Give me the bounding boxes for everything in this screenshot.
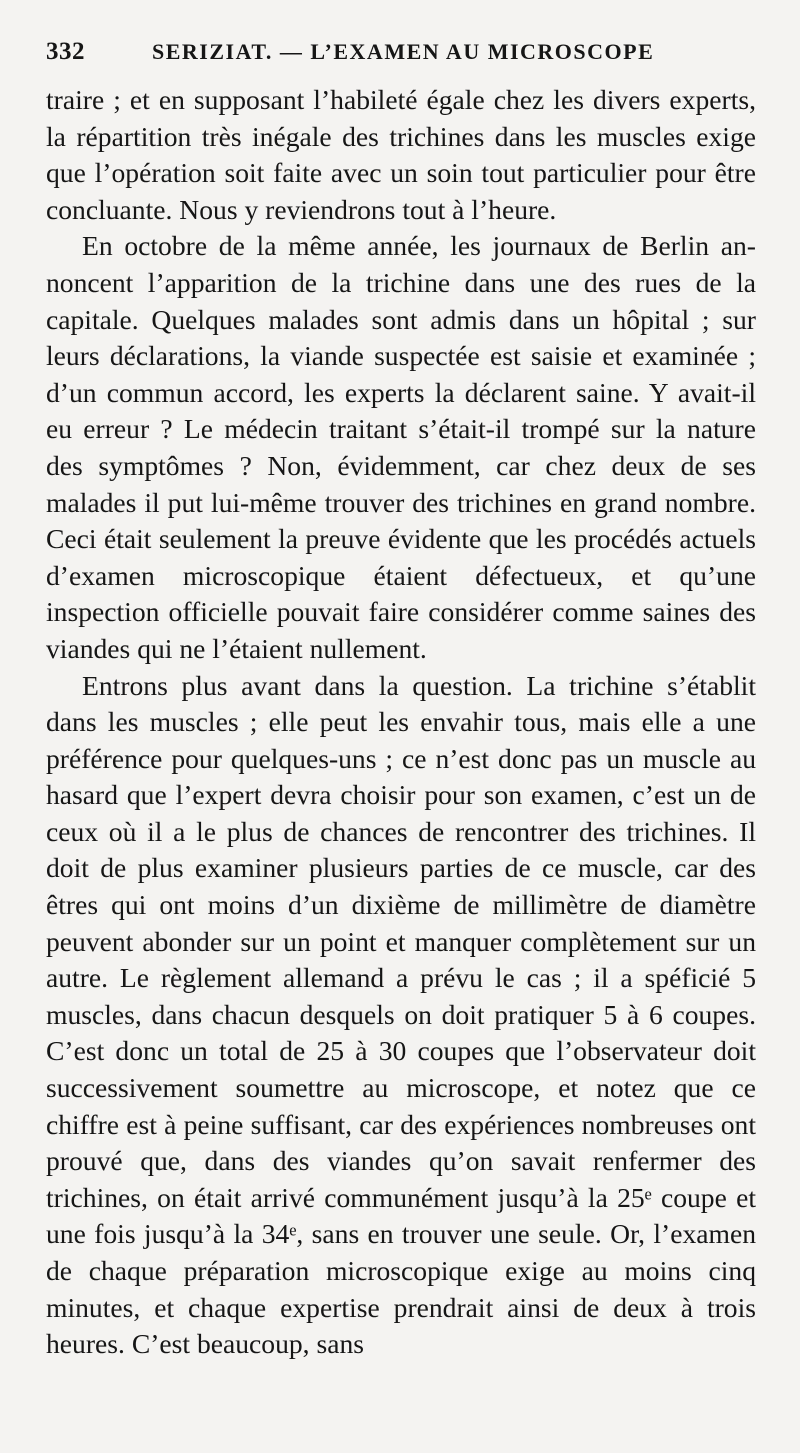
paragraph-berlin-outbreak: En octobre de la même année, les journaux de Berlin annoncent l’apparition de la trichine dans une des rues de la capitale. Quelques malades sont admis dans un hôpital ; sur leurs déclarations, la viande suspectée est saisie et examinée ; d’un commun accord, les experts la déclarent saine. Y avait-il eu erreur ? Le médecin traitant s’était-il trompé sur la nature des symptômes ? Non, évidemment, car chez deux de ses malades il put lui-même trouver des trichines en grand nombre. Ceci était seulement la preuve évidente que les procédés actuels d’examen microscopique étaient défectueux, et qu’une inspection officielle pouvait faire considérer comme saines des viandes qui ne l’étaient nullement.: [46, 230, 756, 664]
page-number: 332: [46, 38, 85, 65]
running-title: SERIZIAT. — L’EXAMEN AU MICROSCOPE: [152, 39, 655, 64]
running-head: [46, 38, 756, 80]
paragraph-continuation: traire ; et en supposant l’habileté égale chez les divers experts, la répartition très inégale des trichines dans les muscles exige que l’opération soit faite avec un soin tout particulier pour être concluante. Nous y reviendrons tout à l’heure.: [46, 84, 756, 225]
paragraph-examination-procedure: Entrons plus avant dans la question. La trichine s’établit dans les muscles ; elle peut les envahir tous, mais elle a une préférence pour quelques-uns ; ce n’est donc pas un muscle au hasard que l’expert devra choisir pour son examen, c’est un de ceux où il a le plus de chances de rencontrer des trichines. Il doit de plus examiner plusieurs parties de ce muscle, car des êtres qui ont moins d’un dixième de millimètre de diamètre peuvent abonder sur un point et manquer complètement sur un autre. Le règlement allemand a prévu le cas ; il a spéficié 5 muscles, dans chacun desquels on doit pratiquer 5 à 6 coupes. C’est donc un total de 25 à 30 coupes que l’observateur doit successivement soumettre au microscope, et notez que ce chiffre est à peine suffisant, car des expériences nombreuses ont prouvé que, dans des viandes qu’on savait renfermer des trichines, on était arrivé communément jusqu’à la 25ᵉ coupe et une fois jusqu’à la 34ᵉ, sans en trouver une seule. Or, l’examen de chaque préparation microscopique exige au moins cinq minutes, et chaque expertise prendrait ainsi de deux à trois heures. C’est beaucoup, sans: [46, 669, 756, 1360]
body-text: [46, 82, 756, 1363]
